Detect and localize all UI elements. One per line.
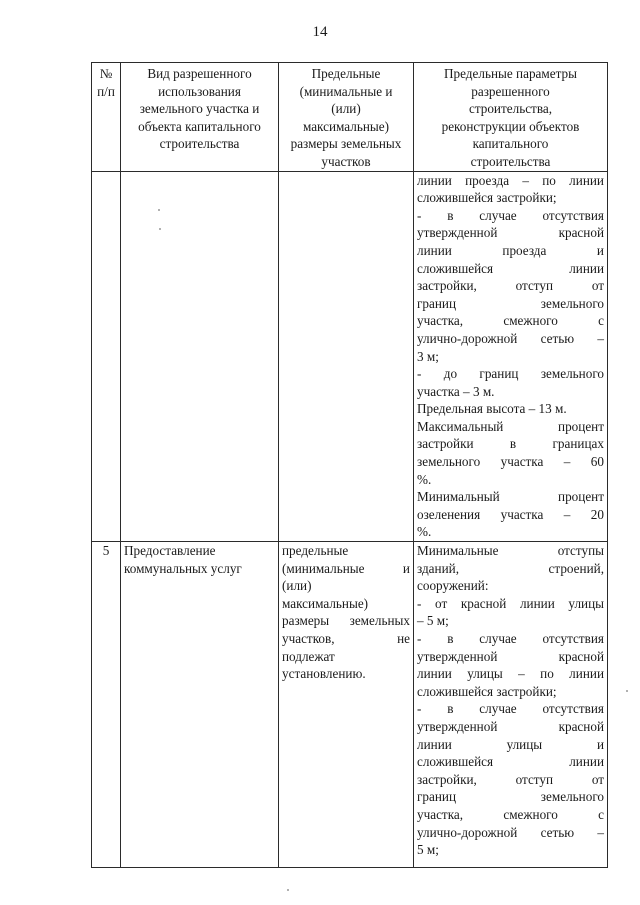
header-plot-size [279, 63, 414, 172]
text-line: зданий, строений, [417, 560, 604, 576]
header-line: объекта капитального [138, 118, 261, 134]
text-line: Минимальный процент [417, 489, 604, 505]
header-line: № [99, 66, 113, 81]
text-line: земельного участка – 60 [417, 454, 604, 470]
table-row-continued [92, 171, 608, 541]
text-line: сложившейся застройки; [417, 683, 557, 699]
text-line: застройки, отступ от [417, 278, 604, 294]
scan-speck [159, 228, 161, 230]
cell-build-params [414, 542, 608, 868]
text-line: сложившейся линии [417, 754, 604, 770]
table-row-5 [92, 542, 608, 868]
text-line: озеленения участка – 20 [417, 506, 604, 522]
header-line: разрешенного [471, 83, 550, 99]
header-line: (или) [331, 101, 361, 117]
header-line: Вид разрешенного [147, 66, 252, 81]
header-line: (минимальные и [299, 83, 393, 99]
text-line: улично-дорожной сетью – [417, 330, 604, 346]
header-line: использования [158, 83, 241, 99]
header-use-type [121, 63, 279, 172]
header-build-params [414, 63, 608, 172]
table-header-row [92, 63, 608, 172]
header-number [92, 63, 121, 172]
text-line: - в случае отсутствия [417, 631, 604, 646]
cell-build-params [414, 171, 608, 541]
scan-speck [287, 889, 289, 891]
cell-number [92, 171, 121, 541]
text-line: максимальные) [282, 595, 369, 611]
header-line: капитального [472, 136, 549, 152]
header-line: Предельные параметры [444, 66, 577, 81]
scan-speck [158, 209, 160, 211]
text-line: застройки в границах [417, 436, 604, 452]
text-line: линии улицы – по линии [417, 666, 604, 682]
land-use-table [91, 62, 608, 868]
text-line: линии проезда и [417, 242, 604, 258]
text-line: Предельная высота – 13 м. [417, 401, 567, 417]
text-line: - до границ земельного [417, 366, 604, 382]
header-line: реконструкции объектов [441, 118, 580, 134]
text-line: участков, не [282, 631, 410, 646]
cell-use-type [121, 542, 279, 868]
text-line: утвержденной красной [417, 225, 604, 241]
text-line: границ земельного [417, 295, 604, 311]
text-line: застройки, отступ от [417, 771, 604, 787]
page-number: 14 [312, 24, 328, 40]
text-line: линии проезда – по линии [417, 172, 604, 188]
text-line: Минимальные отступы [417, 543, 604, 559]
text-line: участка, смежного с [417, 313, 604, 329]
header-line: размеры земельных [290, 136, 402, 152]
text-line: улично-дорожной сетью – [417, 824, 604, 840]
cell-use-type [121, 171, 279, 541]
text-line: Предоставление [124, 543, 216, 559]
header-line: максимальные) [302, 118, 390, 134]
text-line: линии улицы и [417, 736, 604, 752]
cell-plot-size [279, 171, 414, 541]
text-line: - в случае отсутствия [417, 701, 604, 717]
cell-plot-size [279, 542, 414, 868]
text-line: границ земельного [417, 789, 604, 805]
header-line: строительства, [468, 101, 553, 117]
header-line: Предельные [311, 66, 381, 81]
text-line: (минимальные и [282, 560, 410, 576]
text-line: предельные [282, 543, 349, 559]
text-line: установлению. [282, 666, 366, 682]
header-line: п/п [97, 83, 115, 99]
text-line: участка, смежного с [417, 806, 604, 822]
text-line: утвержденной красной [417, 718, 604, 734]
text-line: Максимальный процент [417, 418, 604, 434]
text-line: - в случае отсутствия [417, 207, 604, 223]
text-line: утвержденной красной [417, 648, 604, 664]
text-line: %. [417, 524, 432, 540]
text-line: размеры земельных [282, 613, 410, 629]
cell-number: 5 [92, 542, 121, 868]
text-line: коммунальных услуг [124, 560, 242, 576]
header-line: строительства [159, 136, 240, 152]
text-line: (или) [282, 578, 312, 594]
scan-speck [626, 690, 628, 692]
text-line: участка – 3 м. [417, 383, 495, 399]
text-line: – 5 м; [417, 613, 449, 629]
text-line: подлежат [282, 648, 335, 664]
text-line: 5 м; [417, 842, 439, 858]
text-line: сооружений: [417, 578, 489, 594]
header-line: участков [321, 153, 371, 169]
text-line: сложившейся линии [417, 260, 604, 276]
text-line: %. [417, 471, 432, 487]
text-line: сложившейся застройки; [417, 190, 557, 206]
header-line: строительства [470, 153, 551, 169]
text-line: 3 м; [417, 348, 439, 364]
text-line: - от красной линии улицы [417, 595, 604, 611]
header-line: земельного участка и [139, 101, 260, 117]
